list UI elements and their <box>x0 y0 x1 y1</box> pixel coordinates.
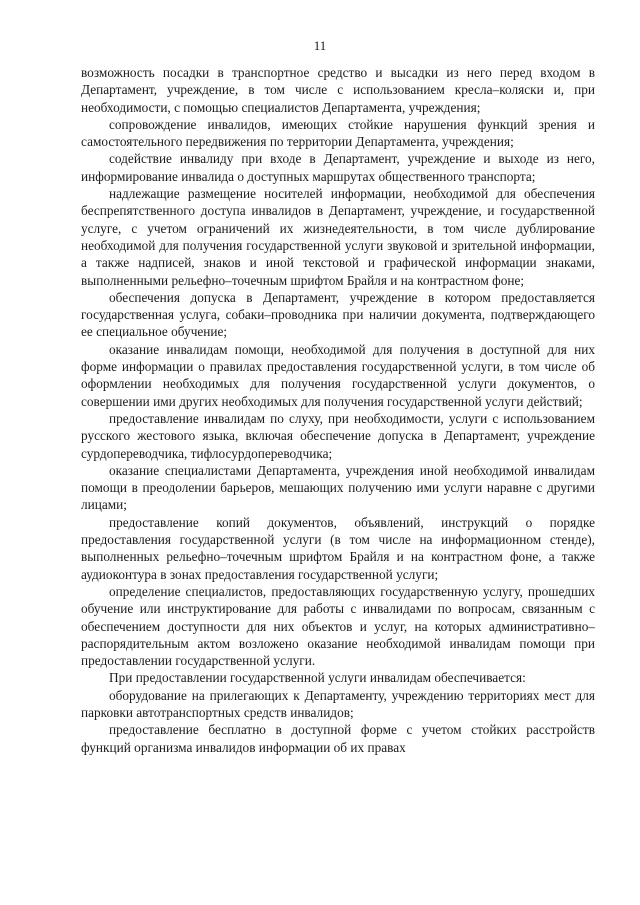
body-paragraph: возможность посадки в транспортное средство и высадки из него перед входом в Департамент, учреждение, в том числе с использованием кресла–коляски и, при необходимости, с помощью специалистов Департамента, учреждения; <box>81 65 595 115</box>
body-paragraph: определение специалистов, предоставляющих государственную услугу, прошедших обучение или инструктирование для работы с инвалидами по вопросам, связанным с обеспечением доступности для них объектов и услуг, на которых административно–распорядительным актом возложено оказание необходимой инвалидам помощи при предоставлении государственной услуги. <box>81 583 595 669</box>
body-paragraph: надлежащие размещение носителей информации, необходимой для обеспечения беспрепятственного доступа инвалидов в Департамент, учреждение, и государственной услуге, с учетом ограничений их жизнедеятельности, в том числе дублирование необходимой для получения государственной услуги звуковой и зрительной информации, а также надписей, знаков и иной текстовой и графической информации знаками, выполненными рельефно–точечным шрифтом Брайля и на контрастном фоне; <box>81 186 595 288</box>
body-paragraph: содействие инвалиду при входе в Департамент, учреждение и выходе из него, информирование инвалида о доступных маршрутах общественного транспорта; <box>81 151 595 184</box>
document-body <box>81 64 595 756</box>
body-paragraph: сопровождение инвалидов, имеющих стойкие нарушения функций зрения и самостоятельного передвижения по территории Департамента, учреждения; <box>81 116 595 150</box>
body-paragraph: оборудование на прилегающих к Департаменту, учреждению территориях мест для парковки автотранспортных средств инвалидов; <box>81 687 595 720</box>
page-number: 11 <box>313 38 327 53</box>
body-paragraph: предоставление бесплатно в доступной форме с учетом стойких расстройств функций организма инвалидов информации об их правах <box>81 722 595 755</box>
body-paragraph: предоставление инвалидам по слуху, при необходимости, услуги с использованием русского жестового языка, включая обеспечение допуска в Департамент, учреждение сурдопереводчика, тифлосурдопереводчика; <box>81 410 595 461</box>
body-paragraph: оказание специалистами Департамента, учреждения иной необходимой инвалидам помощи в преодолении барьеров, мешающих получению ими услуги наравне с другими лицами; <box>81 462 595 513</box>
body-paragraph: обеспечения допуска в Департамент, учреждение в котором предоставляется государственная услуга, собаки–проводника при наличии документа, подтверждающего ее специальное обучение; <box>81 289 595 340</box>
body-paragraph: При предоставлении государственной услуги инвалидам обеспечивается: <box>109 670 526 686</box>
body-paragraph: оказание инвалидам помощи, необходимой для получения в доступной для них форме информации о правилах предоставления государственной услуги, в том числе об оформлении необходимых для получения государственной услуги документов, о совершении ими других необходимых для получения государственной услуги действий; <box>81 341 595 409</box>
body-paragraph: предоставление копий документов, объявлений, инструкций о порядке предоставления государственной услуги (в том числе на информационном стенде), выполненных рельефно–точечным шрифтом Брайля и на контрастном фоне, а также аудиоконтура в зонах предоставления государственной услуги; <box>81 514 595 582</box>
